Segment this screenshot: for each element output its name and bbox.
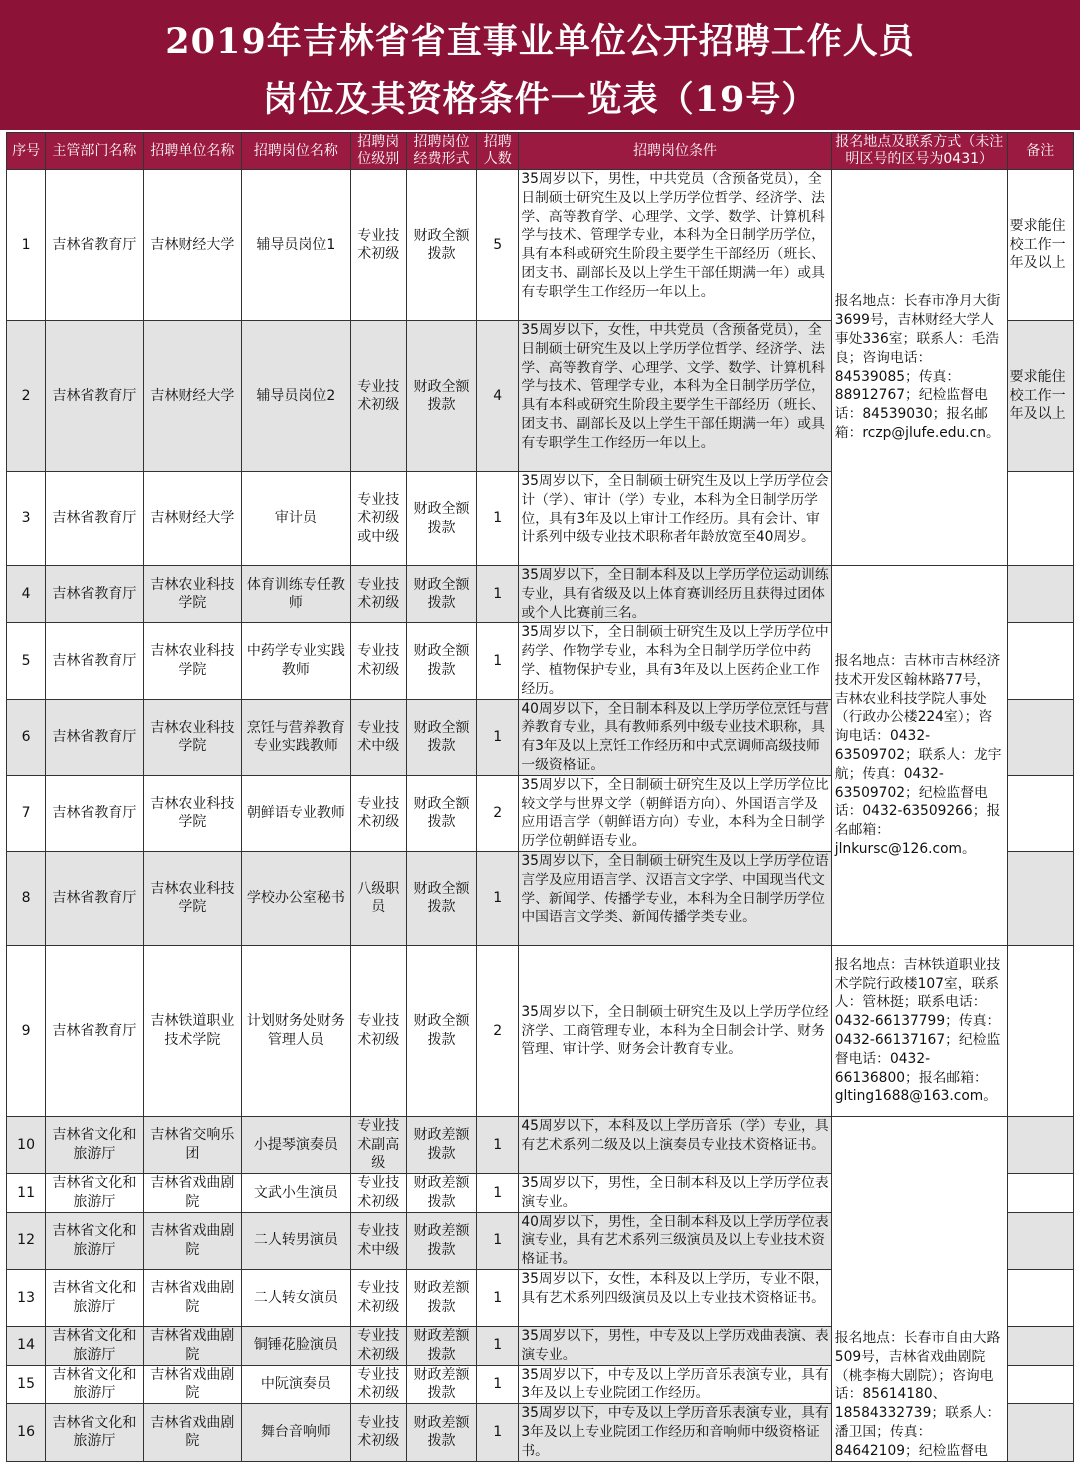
cell-fund: 财政全额拨款 — [406, 472, 476, 566]
cell-cond: 35周岁以下，中专及以上学历音乐表演专业，具有3年及以上专业院团工作经历和音响师中级资格证书。 — [519, 1404, 831, 1461]
cell-num: 1 — [477, 1365, 519, 1404]
cell-cond: 45周岁以下，本科及以上学历音乐（学）专业，具有艺术系列二级及以上演奏员专业技术资格证书。 — [519, 1116, 831, 1173]
cell-note: 要求能住校工作一年及以上 — [1007, 321, 1073, 472]
cell-level: 专业技术初级 — [350, 1326, 406, 1365]
header-dept: 主管部门名称 — [46, 133, 143, 170]
table-row — [7, 566, 1074, 623]
cell-level: 专业技术初级或中级 — [350, 472, 406, 566]
cell-unit: 吉林财经大学 — [143, 170, 241, 321]
cell-post: 辅导员岗位1 — [242, 170, 351, 321]
cell-fund: 财政差额拨款 — [406, 1173, 476, 1212]
cell-fund: 财政差额拨款 — [406, 1326, 476, 1365]
cell-note: 要求能住校工作一年及以上 — [1007, 170, 1073, 321]
cell-dept: 吉林省文化和旅游厅 — [46, 1404, 143, 1461]
cell-note — [1007, 1404, 1073, 1461]
cell-level: 专业技术初级 — [350, 1404, 406, 1461]
header-cond: 招聘岗位条件 — [519, 133, 831, 170]
cell-num: 1 — [477, 1116, 519, 1173]
title-banner — [0, 0, 1080, 130]
cell-seq: 8 — [7, 851, 46, 945]
cell-num: 1 — [477, 1269, 519, 1326]
cell-unit: 吉林省戏曲剧院 — [143, 1269, 241, 1326]
cell-seq: 7 — [7, 775, 46, 851]
cell-cond: 35周岁以下，中专及以上学历音乐表演专业，具有3年及以上专业院团工作经历。 — [519, 1365, 831, 1404]
cell-unit: 吉林财经大学 — [143, 472, 241, 566]
table-row — [7, 945, 1074, 1116]
table-row — [7, 1116, 1074, 1173]
cell-seq: 3 — [7, 472, 46, 566]
cell-unit: 吉林农业科技学院 — [143, 851, 241, 945]
cell-num: 1 — [477, 1326, 519, 1365]
cell-cond: 35周岁以下，女性，本科及以上学历，专业不限，具有艺术系列四级演员及以上专业技术资格证书。 — [519, 1269, 831, 1326]
cell-fund: 财政全额拨款 — [406, 775, 476, 851]
cell-seq: 5 — [7, 623, 46, 699]
cell-post: 朝鲜语专业教师 — [242, 775, 351, 851]
cell-fund: 财政差额拨款 — [406, 1212, 476, 1269]
cell-seq: 4 — [7, 566, 46, 623]
cell-unit: 吉林农业科技学院 — [143, 775, 241, 851]
cell-post: 辅导员岗位2 — [242, 321, 351, 472]
cell-dept: 吉林省教育厅 — [46, 945, 143, 1116]
cell-dept: 吉林省教育厅 — [46, 623, 143, 699]
cell-unit: 吉林省戏曲剧院 — [143, 1173, 241, 1212]
cell-fund: 财政差额拨款 — [406, 1116, 476, 1173]
cell-contact-jlufe: 报名地点：长春市净月大街3699号，吉林财经大学人事处336室；联系人：毛浩良；咨询电话：84539085；传真：88912767；纪检监督电话：84539030；报名邮箱：rczp@jlufe.edu.cn。 — [831, 170, 1007, 566]
cell-note — [1007, 566, 1073, 623]
cell-cond: 35周岁以下，全日制硕士研究生及以上学历学位经济学、工商管理专业，本科为全日制会计学、财务管理、审计学、财务会计教育专业。 — [519, 945, 831, 1116]
cell-note — [1007, 1269, 1073, 1326]
cell-post: 文武小生演员 — [242, 1173, 351, 1212]
cell-fund: 财政全额拨款 — [406, 623, 476, 699]
cell-unit: 吉林财经大学 — [143, 321, 241, 472]
header-contact: 报名地点及联系方式（未注明区号的区号为0431） — [831, 133, 1007, 170]
cell-num: 1 — [477, 623, 519, 699]
cell-note — [1007, 699, 1073, 775]
cell-note — [1007, 775, 1073, 851]
cell-cond: 35周岁以下，全日制硕士研究生及以上学历学位比较文学与世界文学（朝鲜语方向）、外国语言学及应用语言学（朝鲜语方向）专业，本科为全日制学历学位朝鲜语专业。 — [519, 775, 831, 851]
cell-level: 专业技术副高级 — [350, 1116, 406, 1173]
cell-seq: 1 — [7, 170, 46, 321]
cell-dept: 吉林省文化和旅游厅 — [46, 1173, 143, 1212]
cell-dept: 吉林省文化和旅游厅 — [46, 1116, 143, 1173]
cell-post: 学校办公室秘书 — [242, 851, 351, 945]
cell-cond: 35周岁以下，全日制硕士研究生及以上学历学位语言学及应用语言学、汉语言文字学、中国现当代文学、新闻学、传播学专业，本科为全日制学历学位中国语言文学类、新闻传播学类专业。 — [519, 851, 831, 945]
header-fund: 招聘岗位经费形式 — [406, 133, 476, 170]
cell-num: 5 — [477, 170, 519, 321]
cell-cond: 35周岁以下，全日制硕士研究生及以上学历学位会计（学）、审计（学）专业，本科为全日制学历学位，具有3年及以上审计工作经历。具有会计、审计系列中级专业技术职称者年龄放宽至40周岁。 — [519, 472, 831, 566]
cell-cond: 35周岁以下，男性，中共党员（含预备党员），全日制硕士研究生及以上学历学位哲学、经济学、法学、高等教育学、心理学、文学、数学、计算机科学与技术、管理学专业，本科为全日制学历学位，具有本科或研究生阶段主要学生干部经历（班长、团支书、副部长及以上学生干部任期满一年）或具有专职学生工作经历一年以上。 — [519, 170, 831, 321]
cell-num: 2 — [477, 775, 519, 851]
cell-dept: 吉林省教育厅 — [46, 472, 143, 566]
cell-level: 专业技术初级 — [350, 1173, 406, 1212]
cell-level: 专业技术初级 — [350, 945, 406, 1116]
cell-unit: 吉林省戏曲剧院 — [143, 1365, 241, 1404]
positions-table — [6, 132, 1074, 1462]
cell-cond: 40周岁以下，全日制本科及以上学历学位烹饪与营养教育专业，具有教师系列中级专业技术职称，具有3年及以上烹饪工作经历和中式烹调师高级技师一级资格证。 — [519, 699, 831, 775]
cell-note — [1007, 851, 1073, 945]
cell-post: 体育训练专任教师 — [242, 566, 351, 623]
cell-unit: 吉林铁道职业技术学院 — [143, 945, 241, 1116]
header-unit: 招聘单位名称 — [143, 133, 241, 170]
cell-dept: 吉林省教育厅 — [46, 321, 143, 472]
cell-seq: 14 — [7, 1326, 46, 1365]
cell-fund: 财政差额拨款 — [406, 1365, 476, 1404]
cell-level: 专业技术初级 — [350, 566, 406, 623]
cell-dept: 吉林省文化和旅游厅 — [46, 1326, 143, 1365]
cell-dept: 吉林省教育厅 — [46, 851, 143, 945]
cell-post: 计划财务处财务管理人员 — [242, 945, 351, 1116]
table-row — [7, 170, 1074, 321]
cell-cond: 35周岁以下，男性，中专及以上学历戏曲表演、表演专业。 — [519, 1326, 831, 1365]
cell-note — [1007, 1173, 1073, 1212]
cell-level: 专业技术初级 — [350, 321, 406, 472]
cell-post: 二人转男演员 — [242, 1212, 351, 1269]
cell-seq: 10 — [7, 1116, 46, 1173]
cell-seq: 12 — [7, 1212, 46, 1269]
cell-fund: 财政全额拨款 — [406, 699, 476, 775]
cell-num: 1 — [477, 1404, 519, 1461]
cell-cond: 35周岁以下，女性，中共党员（含预备党员），全日制硕士研究生及以上学历学位哲学、经济学、法学、高等教育学、心理学、文学、数学、计算机科学与技术、管理学专业，本科为全日制学历学位，具有本科或研究生阶段主要学生干部经历（班长、团支书、副部长及以上学生干部任期满一年）或具有专职学生工作经历一年以上。 — [519, 321, 831, 472]
cell-level: 专业技术初级 — [350, 623, 406, 699]
cell-contact-jlnku: 报名地点：吉林市吉林经济技术开发区翰林路77号，吉林农业科技学院人事处（行政办公楼224室）；咨询电话：0432-63509702；联系人：龙宇航；传真：0432-63509702；纪检监督电话：0432-63509266；报名邮箱：jlnkursc@126.com。 — [831, 566, 1007, 946]
cell-level: 专业技术中级 — [350, 1212, 406, 1269]
cell-post: 铜锤花脸演员 — [242, 1326, 351, 1365]
cell-post: 小提琴演奏员 — [242, 1116, 351, 1173]
cell-num: 2 — [477, 945, 519, 1116]
cell-post: 中药学专业实践教师 — [242, 623, 351, 699]
cell-dept: 吉林省教育厅 — [46, 775, 143, 851]
cell-note — [1007, 1365, 1073, 1404]
cell-seq: 9 — [7, 945, 46, 1116]
cell-unit: 吉林省戏曲剧院 — [143, 1212, 241, 1269]
cell-num: 1 — [477, 851, 519, 945]
cell-cond: 35周岁以下，全日制硕士研究生及以上学历学位中药学、作物学专业，本科为全日制学历学位中药学、植物保护专业，具有3年及以上医药企业工作经历。 — [519, 623, 831, 699]
cell-dept: 吉林省教育厅 — [46, 170, 143, 321]
cell-fund: 财政全额拨款 — [406, 321, 476, 472]
title-line-2: 岗位及其资格条件一览表（19号） — [262, 79, 818, 120]
cell-fund: 财政差额拨款 — [406, 1404, 476, 1461]
cell-note — [1007, 472, 1073, 566]
cell-dept: 吉林省文化和旅游厅 — [46, 1365, 143, 1404]
cell-level: 专业技术初级 — [350, 1269, 406, 1326]
cell-level: 专业技术中级 — [350, 699, 406, 775]
cell-post: 舞台音响师 — [242, 1404, 351, 1461]
header-note: 备注 — [1007, 133, 1073, 170]
cell-level: 专业技术初级 — [350, 775, 406, 851]
cell-num: 1 — [477, 472, 519, 566]
cell-post: 二人转女演员 — [242, 1269, 351, 1326]
cell-dept: 吉林省教育厅 — [46, 566, 143, 623]
cell-fund: 财政全额拨款 — [406, 851, 476, 945]
cell-seq: 13 — [7, 1269, 46, 1326]
cell-unit: 吉林农业科技学院 — [143, 699, 241, 775]
cell-post: 中阮演奏员 — [242, 1365, 351, 1404]
cell-level: 专业技术初级 — [350, 170, 406, 321]
cell-unit: 吉林农业科技学院 — [143, 623, 241, 699]
cell-note — [1007, 623, 1073, 699]
cell-seq: 2 — [7, 321, 46, 472]
cell-fund: 财政全额拨款 — [406, 566, 476, 623]
cell-dept: 吉林省教育厅 — [46, 699, 143, 775]
cell-seq: 15 — [7, 1365, 46, 1404]
cell-num: 1 — [477, 699, 519, 775]
cell-unit: 吉林省戏曲剧院 — [143, 1404, 241, 1461]
cell-unit: 吉林农业科技学院 — [143, 566, 241, 623]
cell-dept: 吉林省文化和旅游厅 — [46, 1212, 143, 1269]
header-num: 招聘人数 — [477, 133, 519, 170]
cell-contact-opera: 报名地点：长春市自由大路509号，吉林省戏曲剧院（桃李梅大剧院）；咨询电话：85614180、18584332739；联系人：潘卫国；传真：84642109；纪检监督电 — [831, 1116, 1007, 1461]
cell-fund: 财政全额拨款 — [406, 945, 476, 1116]
cell-level: 八级职员 — [350, 851, 406, 945]
cell-note — [1007, 1212, 1073, 1269]
cell-dept: 吉林省文化和旅游厅 — [46, 1269, 143, 1326]
cell-post: 审计员 — [242, 472, 351, 566]
header-level: 招聘岗位级别 — [350, 133, 406, 170]
cell-num: 4 — [477, 321, 519, 472]
cell-level: 专业技术初级 — [350, 1365, 406, 1404]
header-post: 招聘岗位名称 — [242, 133, 351, 170]
cell-num: 1 — [477, 566, 519, 623]
cell-seq: 6 — [7, 699, 46, 775]
cell-note — [1007, 1326, 1073, 1365]
cell-cond: 40周岁以下，男性，全日制本科及以上学历学位表演专业，具有艺术系列三级演员及以上专业技术资格证书。 — [519, 1212, 831, 1269]
title-line-1: 2019年吉林省省直事业单位公开招聘工作人员 — [165, 21, 915, 62]
cell-cond: 35周岁以下，全日制本科及以上学历学位运动训练专业，具有省级及以上体育赛训经历且获得过团体或个人比赛前三名。 — [519, 566, 831, 623]
cell-note — [1007, 945, 1073, 1116]
header-seq: 序号 — [7, 133, 46, 170]
cell-num: 1 — [477, 1212, 519, 1269]
cell-unit: 吉林省交响乐团 — [143, 1116, 241, 1173]
cell-cond: 35周岁以下，男性，全日制本科及以上学历学位表演专业。 — [519, 1173, 831, 1212]
cell-contact-jlrail: 报名地点：吉林铁道职业技术学院行政楼107室，联系人：管林挺；联系电话：0432-66137799；传真：0432-66137167；纪检监督电话：0432-66136800；报名邮箱：glting1688@163.com。 — [831, 945, 1007, 1116]
cell-note — [1007, 1116, 1073, 1173]
cell-seq: 11 — [7, 1173, 46, 1212]
cell-fund: 财政全额拨款 — [406, 170, 476, 321]
cell-fund: 财政差额拨款 — [406, 1269, 476, 1326]
header-row — [7, 133, 1074, 170]
cell-unit: 吉林省戏曲剧院 — [143, 1326, 241, 1365]
cell-seq: 16 — [7, 1404, 46, 1461]
cell-post: 烹饪与营养教育专业实践教师 — [242, 699, 351, 775]
cell-num: 1 — [477, 1173, 519, 1212]
